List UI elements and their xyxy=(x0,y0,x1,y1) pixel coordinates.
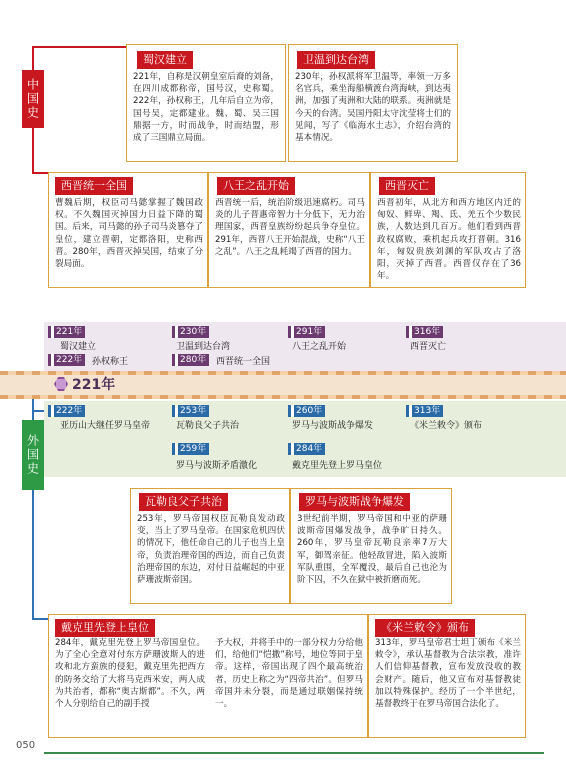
event-body: 西晋初年，从北方和西方地区内迁的匈奴、鲜卑、羯、氐、羌五个少数民族，人数达到几百万。他们看到西晋政权腐败，乘机起兵攻打晋朝。316年，匈奴贵族刘渊的军队攻占了洛阳，灭掉了西晋。西晋仅存在了36年。 xyxy=(377,198,521,282)
timeline-year-badge: 230年 xyxy=(172,326,209,338)
event-body: 313年，罗马皇帝君士坦丁颁布《米兰敕令》，承认基督教为合法宗教，准许人们信仰基督教，宣布发放没收的教会财产。随后，他又宣布对基督教徒加以特殊保护。经历了一个半世纪，基督教终于在罗马帝国合法化了。 xyxy=(375,638,521,710)
timeline-event-text: 瓦勒良父子共治 xyxy=(176,421,240,431)
event-title: 西晋统一全国 xyxy=(55,177,133,195)
event-title: 八王之乱开始 xyxy=(217,177,295,195)
event-title: 卫温到达台湾 xyxy=(297,51,375,69)
timeline-year-badge: 222年 xyxy=(48,354,85,366)
page-footer-bar xyxy=(44,752,544,754)
event-card-diocletian xyxy=(48,614,368,738)
event-title: 西晋灭亡 xyxy=(379,177,435,195)
page-number: 050 xyxy=(16,740,36,751)
bracket-line-top xyxy=(32,46,34,70)
event-title: 蜀汉建立 xyxy=(137,51,193,69)
event-body: 西晋统一后，统治阶级迅速腐朽。司马炎的儿子晋惠帝智力十分低下，无力治理国家，西晋皇族纷纷起兵争夺皇位。291年，西晋八王开始混战，史称“八王之乱”。八王之乱耗竭了西晋的国力。 xyxy=(215,198,365,257)
event-card-valerian xyxy=(130,488,290,604)
event-card-shu-han xyxy=(126,44,286,162)
divider-wave-bottom xyxy=(0,395,566,399)
timeline-year-badge: 316年 xyxy=(406,326,443,338)
timeline-event-text: 亚历山大继任罗马皇帝 xyxy=(60,421,151,431)
bracket-line-cn-bottom xyxy=(32,128,34,172)
bracket-line-cn-h xyxy=(32,172,48,174)
event-card-west-jin-fall xyxy=(370,172,526,288)
event-card-milan-edict xyxy=(368,614,526,738)
event-body-continued: 予大权，并将手中的一部分权力分给他们，给他们“恺撒”称号，地位等同于皇帝。这样，帝国出现了四个最高统治者，历史上称之为“四帝共治”。但罗马帝国并未分裂，而是通过联姻保持统一。 xyxy=(215,638,363,710)
timeline-year-badge: 221年 xyxy=(48,326,85,338)
timeline-event-text: 罗马与波斯战争爆发 xyxy=(292,421,374,431)
timeline-year-badge: 291年 xyxy=(288,326,325,338)
timeline-event-text: 《米兰敕令》颁布 xyxy=(410,421,483,431)
timeline-event-text: 罗马与波斯矛盾激化 xyxy=(176,461,258,471)
event-card-eight-kings xyxy=(208,172,370,288)
event-body: 3世纪前半期，罗马帝国和中亚的萨珊波斯帝国爆发战争，战争旷日持久。260年，罗马皇帝瓦勒良亲率7万大军，御驾亲征。他轻敌冒进，陷入波斯军队重围，全军覆没，最后自己也沦为阶下囚，不久在狱中被折磨而死。 xyxy=(297,514,447,586)
china-history-tab: 中国史 xyxy=(22,70,44,128)
event-title: 《米兰敕令》颁布 xyxy=(375,619,475,637)
bracket-line-top-h xyxy=(32,46,126,48)
timeline-event-text: 西晋灭亡 xyxy=(410,342,447,352)
event-title: 戴克里先登上皇位 xyxy=(55,619,155,637)
year-heading: 221年 xyxy=(54,375,115,395)
timeline-year-badge: 260年 xyxy=(288,405,325,417)
bracket-line-fg-bottom xyxy=(32,490,34,618)
timeline-year-badge: 280年 xyxy=(172,354,209,366)
event-body: 230年，孙权派将军卫温等，率领一万多名官兵，乘坐海船横渡台湾海峡，到达夷洲，加强了夷洲和大陆的联系。夷洲就是今天的台湾。吴国丹阳太守沈莹将士们的见闻，写了《临海水土志》，介绍台湾的基本情况。 xyxy=(295,72,451,144)
event-title: 罗马与波斯战争爆发 xyxy=(299,493,410,511)
timeline-event-text: 西晋统一全国 xyxy=(216,357,271,367)
foreign-history-tab: 外国史 xyxy=(22,420,44,490)
timeline-year-badge: 222年 xyxy=(48,405,85,417)
event-body: 284年，戴克里先登上罗马帝国皇位。为了全心全意对付东方萨珊波斯人的进攻和北方蛮族的侵犯，戴克里先把西方的防务交给了大将马克西米安，两人成为共治者，都称“奥古斯都”。不久，两个人分别给自己的副手授 xyxy=(55,638,205,710)
timeline-year-badge: 259年 xyxy=(172,443,209,455)
timeline-year-badge: 284年 xyxy=(288,443,325,455)
timeline-year-badge: 313年 xyxy=(406,405,443,417)
event-card-weiwen-taiwan xyxy=(288,44,458,162)
event-card-rome-persia-war xyxy=(290,488,452,604)
event-card-west-jin-unify xyxy=(48,172,208,288)
hexagon-icon xyxy=(54,377,68,391)
timeline-year-badge: 253年 xyxy=(172,405,209,417)
event-body: 曹魏后期，权臣司马懿掌握了魏国政权。不久魏国灭掉国力日益下降的蜀国。后来，司马懿的孙子司马炎篡夺了皇位，建立晋朝，定都洛阳，史称西晋。280年，西晋灭掉吴国，结束了分裂局面。 xyxy=(55,198,203,270)
timeline-event-text: 八王之乱开始 xyxy=(292,342,347,352)
event-title: 瓦勒良父子共治 xyxy=(139,493,228,511)
timeline-event-text: 卫温到达台湾 xyxy=(176,342,231,352)
bracket-line-fg-bottom-h xyxy=(32,618,48,620)
timeline-event-text: 戴克里先登上罗马皇位 xyxy=(292,461,383,471)
event-body: 221年，自称是汉朝皇室后裔的刘备，在四川成都称帝，国号汉，史称蜀。222年，孙权称王，几年后自立为帝，国号吴，定都建业。魏、蜀、吴三国鼎据一方，时而战争，时而结盟，形成了三国鼎立局面。 xyxy=(133,72,279,144)
timeline-event-text: 孙权称王 xyxy=(92,357,129,367)
event-body: 253年，罗马帝国权臣瓦勒良发动政变，当上了罗马皇帝。在国家危机四伏的情况下，他任命自己的儿子也当上皇帝，负责治理帝国的西边，而自己负责治理帝国的东边，对付日益崛起的中亚萨珊波斯帝国。 xyxy=(137,514,285,586)
timeline-event-text: 蜀汉建立 xyxy=(60,342,97,352)
